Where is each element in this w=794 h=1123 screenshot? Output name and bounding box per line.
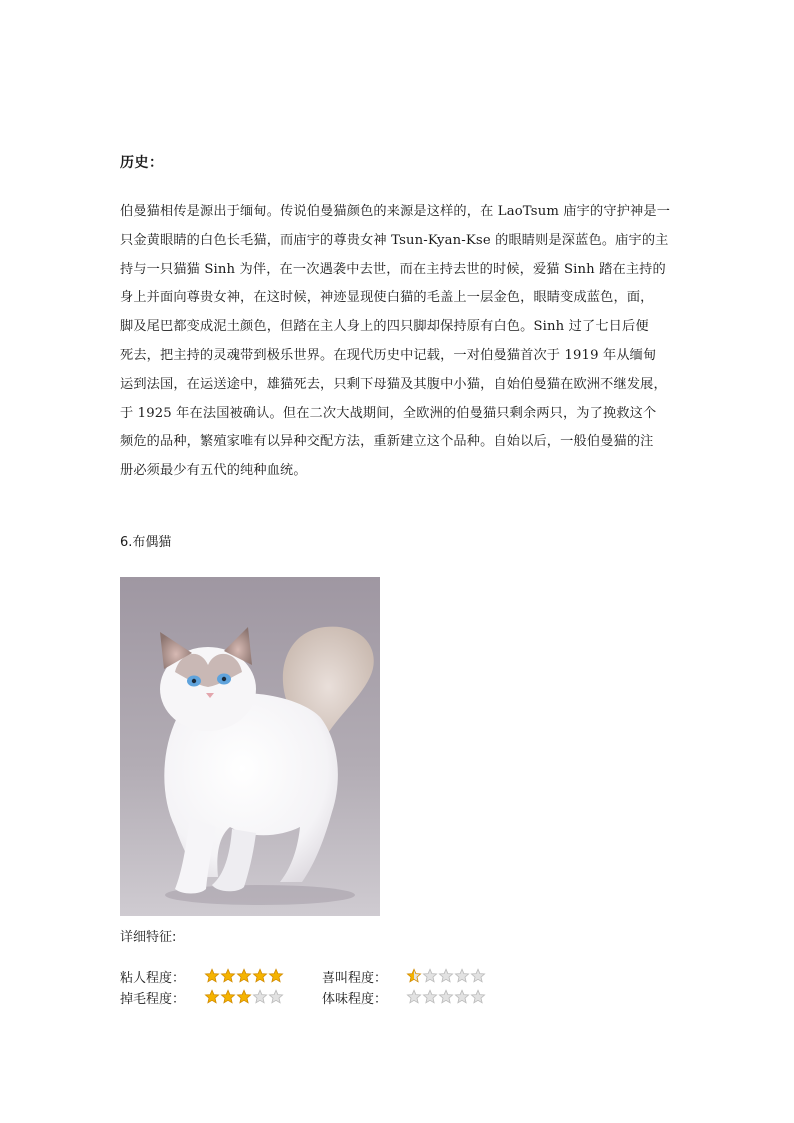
- star-empty-icon: [422, 968, 438, 984]
- star-rating: [204, 989, 284, 1005]
- star-rating: [406, 989, 486, 1005]
- star-full-icon: [220, 989, 236, 1005]
- rating-row: [322, 987, 486, 1007]
- rating-row: [120, 966, 284, 986]
- star-empty-icon: [454, 968, 470, 984]
- paragraph-line: 册必须最少有五代的纯种血统。: [120, 463, 307, 479]
- ragdoll-cat-photo: [120, 577, 380, 916]
- star-rating: [204, 968, 284, 984]
- rating-row: [120, 987, 284, 1007]
- rating-label: 体味程度：: [322, 991, 388, 1007]
- star-full-icon: [236, 968, 252, 984]
- section-title: 6.布偶猫: [120, 535, 172, 550]
- star-full-icon: [236, 989, 252, 1005]
- paragraph-line: 于 1925 年在法国被确认。但在二次大战期间，全欧洲的伯曼猫只剩余两只，为了挽救这个: [120, 405, 657, 421]
- paragraph-line: 伯曼猫相传是源出于缅甸。传说伯曼猫颜色的来源是这样的，在 LaoTsum 庙宇的守护神是一: [120, 204, 671, 219]
- rating-label: 喜叫程度：: [322, 970, 388, 986]
- paragraph-line: 身上并面向尊贵女神，在这时候，神迹显现使白猫的毛盖上一层金色，眼睛变成蓝色，面，: [120, 290, 654, 306]
- features-label: 详细特征:: [120, 930, 177, 945]
- star-half-icon: [406, 968, 422, 984]
- paragraph-line: 脚及尾巴都变成泥土颜色，但踏在主人身上的四只脚却保持原有白色。Sinh 过了七日后便: [120, 319, 649, 335]
- star-rating: [406, 968, 486, 984]
- star-full-icon: [252, 968, 268, 984]
- star-full-icon: [204, 968, 220, 984]
- paragraph-line: 死去，把主持的灵魂带到极乐世界。在现代历史中记载，一对伯曼猫首次于 1919 年从缅甸: [120, 347, 657, 363]
- star-empty-icon: [470, 968, 486, 984]
- star-full-icon: [204, 989, 220, 1005]
- star-full-icon: [268, 968, 284, 984]
- star-empty-icon: [438, 989, 454, 1005]
- paragraph-line: 频危的品种，繁殖家唯有以异种交配方法，重新建立这个品种。自始以后，一般伯曼猫的注: [120, 434, 654, 450]
- rating-label: 粘人程度：: [120, 970, 186, 986]
- paragraph-line: 持与一只猫猫 Sinh 为伴，在一次遇袭中去世，而在主持去世的时候，爱猫 Sinh 踏在主持的: [120, 261, 666, 277]
- paragraph-line: 运到法国，在运送途中，雄猫死去，只剩下母猫及其腹中小猫，自始伯曼猫在欧洲不继发展，: [120, 376, 667, 392]
- paragraph-line: 只金黄眼睛的白色长毛猫，而庙宇的尊贵女神 Tsun-Kyan-Kse 的眼睛则是深蓝色。庙宇的主: [120, 232, 669, 248]
- star-empty-icon: [422, 989, 438, 1005]
- star-full-icon: [220, 968, 236, 984]
- rating-row: [322, 966, 486, 986]
- history-paragraph: [120, 198, 680, 486]
- history-heading: 历史：: [120, 155, 164, 171]
- star-empty-icon: [470, 989, 486, 1005]
- star-empty-icon: [454, 989, 470, 1005]
- star-empty-icon: [268, 989, 284, 1005]
- rating-label: 掉毛程度：: [120, 991, 186, 1007]
- star-empty-icon: [252, 989, 268, 1005]
- star-empty-icon: [406, 989, 422, 1005]
- star-empty-icon: [438, 968, 454, 984]
